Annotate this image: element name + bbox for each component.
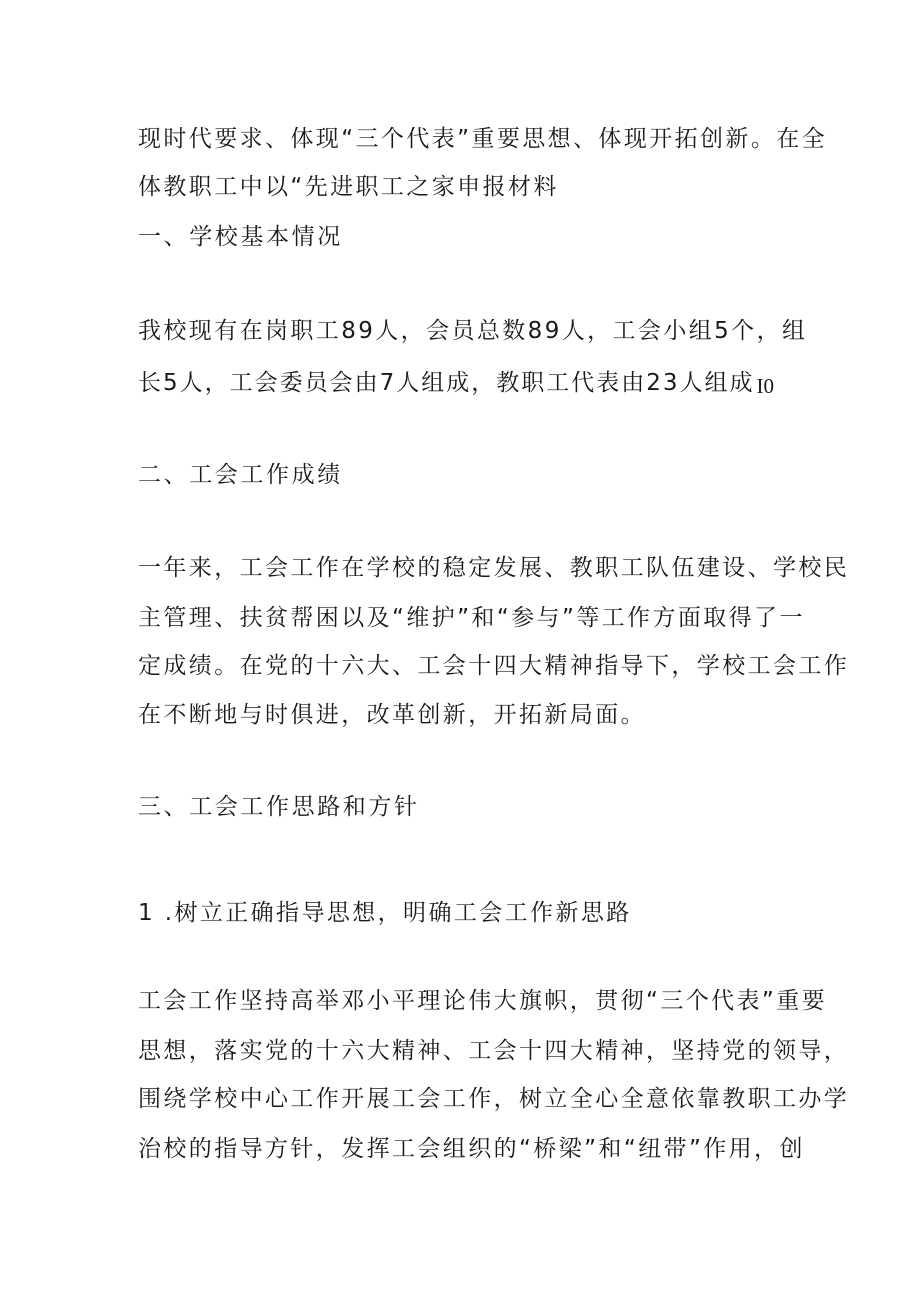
section-heading-basic-info: 一、学校基本情况: [138, 224, 343, 250]
paragraph-line: 治校的指导方针，发挥工会组织的“桥梁”和“纽带”作用，创: [138, 1136, 805, 1162]
paragraph-line: [138, 368, 774, 398]
paragraph-line: 一年来，工会工作在学校的稳定发展、教职工队伍建设、学校民: [138, 555, 850, 581]
paragraph-line: 我校现有在岗职工89人，会员总数89人，工会小组5个，组: [138, 318, 808, 344]
paragraph-line: 工会工作坚持高举邓小平理论伟大旗帜，贯彻“三个代表”重要: [138, 988, 828, 1014]
paragraph-line: 思想，落实党的十六大精神、工会十四大精神，坚持党的领导，: [138, 1038, 850, 1064]
paragraph-line: 围绕学校中心工作开展工会工作，树立全心全意依靠教职工办学: [138, 1086, 850, 1112]
paragraph-line-text: 长5人，工会委员会由7人组成，教职工代表由23人组成: [138, 370, 755, 396]
subsection-heading: 1 .树立正确指导思想，明确工会工作新思路: [138, 900, 632, 926]
paragraph-line: 体教职工中以“先进职工之家申报材料: [138, 174, 559, 200]
section-heading-approach: 三、工会工作思路和方针: [138, 794, 420, 820]
line-suffix: I0: [756, 374, 775, 398]
paragraph-line: 在不断地与时俱进，改革创新，开拓新局面。: [138, 702, 646, 728]
paragraph-line: 定成绩。在党的十六大、工会十四大精神指导下，学校工会工作: [138, 653, 850, 679]
paragraph-line: 现时代要求、体现“三个代表”重要思想、体现开拓创新。在全: [138, 126, 828, 152]
section-heading-achievements: 二、工会工作成绩: [138, 462, 343, 488]
paragraph-line: 主管理、扶贫帮困以及“维护”和“参与”等工作方面取得了一: [138, 605, 805, 631]
